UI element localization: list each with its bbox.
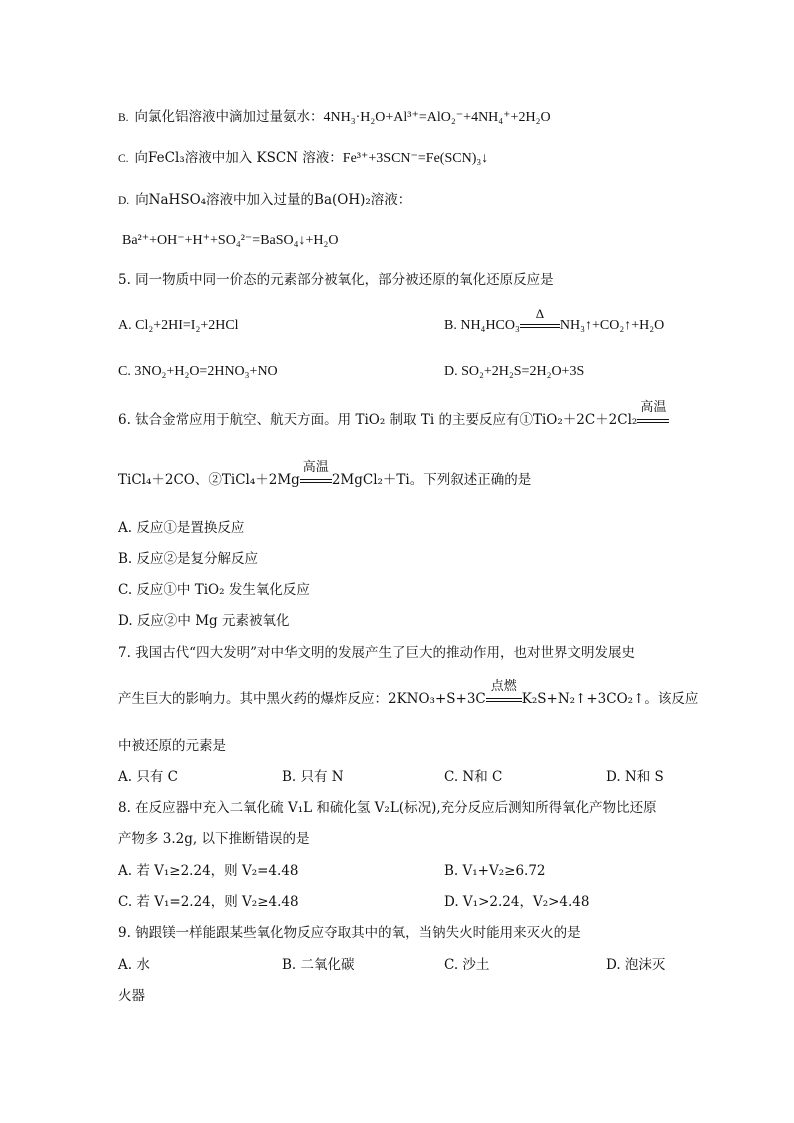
- q9-option-c: C. 沙土: [444, 957, 490, 973]
- q5-option-b: B. NH₄HCO₃ Δ NH₃↑+CO₂↑+H₂O: [444, 316, 664, 336]
- q6-option-c: C. 反应①中 TiO₂ 发生氧化反应: [118, 582, 310, 598]
- high-temp-condition-2: 高温: [300, 470, 332, 490]
- q7-option-a: A. 只有 C: [118, 769, 178, 785]
- q6-option-d: D. 反应②中 Mg 元素被氧化: [118, 613, 290, 629]
- q4-option-c: C. 向FeCl₃溶液中加入 KSCN 溶液：Fe³⁺+3SCN⁻=Fe(SCN)₃↓: [118, 150, 489, 166]
- q8-option-c: C. 若 V₁=2.24，则 V₂≥4.48: [118, 894, 299, 910]
- q8-option-a: A. 若 V₁≥2.24，则 V₂=4.48: [118, 863, 299, 879]
- q9-stem: 9. 钠跟镁一样能跟某些氧化物反应夺取其中的氧，当钠失火时能用来灭火的是: [118, 925, 581, 941]
- q8-option-b: B. V₁+V₂≥6.72: [444, 863, 546, 879]
- q8-option-d: D. V₁>2.24，V₂>4.48: [444, 894, 590, 910]
- q4-option-d: D. 向NaHSO₄溶液中加入过量的Ba(OH)₂溶液：: [118, 192, 412, 208]
- q4-option-d-equation: Ba²⁺+OH⁻+H⁺+SO₄²⁻=BaSO₄↓+H₂O: [122, 233, 339, 248]
- q9-option-d: D. 泡沫灭: [606, 957, 666, 973]
- heating-condition: Δ: [520, 316, 560, 336]
- q7-option-c: C. N和 C: [444, 769, 503, 785]
- q7-stem-line1: 7. 我国古代“四大发明”对中华文明的发展产生了巨大的推动作用，也对世界文明发展史: [118, 645, 635, 661]
- q8-stem-line2: 产物多 3.2g, 以下推断错误的是: [118, 831, 310, 847]
- q9-option-b: B. 二氧化碳: [282, 957, 355, 973]
- q7-option-d: D. N和 S: [606, 769, 664, 785]
- q6-option-b: B. 反应②是复分解反应: [118, 551, 259, 567]
- q7-option-b: B. 只有 N: [282, 769, 344, 785]
- q6-stem-line1: 6. 钛合金常应用于航空、航天方面。用 TiO₂ 制取 Ti 的主要反应有①TiO₂＋2C＋2Cl₂ 高温: [118, 410, 669, 430]
- q6-option-a: A. 反应①是置换反应: [118, 520, 245, 536]
- q8-stem-line1: 8. 在反应器中充入二氧化硫 V₁L 和硫化氢 V₂L(标况),充分反应后测知所得氧化产物比还原: [118, 800, 657, 816]
- q9-option-d-continued: 火器: [118, 988, 145, 1004]
- q5-option-d: D. SO₂+2H₂S=2H₂O+3S: [444, 364, 585, 379]
- q7-stem-line3: 中被还原的元素是: [118, 738, 226, 754]
- ignition-condition: 点燃: [486, 689, 522, 709]
- high-temp-condition-1: 高温: [637, 410, 669, 430]
- q5-stem: 5. 同一物质中同一价态的元素部分被氧化，部分被还原的氧化还原反应是: [118, 272, 554, 288]
- q7-stem-line2: 产生巨大的影响力。其中黑火药的爆炸反应：2KNO₃+S+3C 点燃 K₂S+N₂↑+3CO₂↑。该反应: [118, 679, 699, 707]
- q9-option-a: A. 水: [118, 957, 150, 973]
- q5-option-a: A. Cl₂+2HI=I₂+2HCl: [118, 318, 239, 333]
- q4-option-b: B. 向氯化铝溶液中滴加过量氨水：4NH₃·H₂O+Al³⁺=AlO₂⁻+4NH₄⁺+2H₂O: [118, 109, 551, 125]
- q5-option-c: C. 3NO₂+H₂O=2HNO₃+NO: [118, 364, 278, 379]
- q6-stem-line2: TiCl₄＋2CO、②TiCl₄＋2Mg 高温 2MgCl₂＋Ti。下列叙述正确的是: [118, 460, 532, 488]
